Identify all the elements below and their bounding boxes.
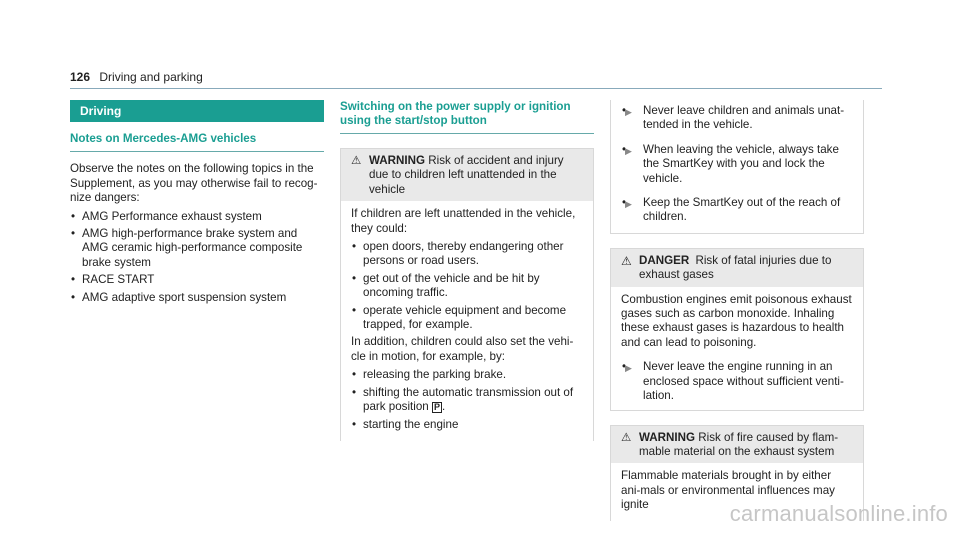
list-item: • get out of the vehicle and be hit by oncoming traffic.	[351, 272, 583, 301]
warning-title: Risk of fire caused by flam-mable material on the exhaust system	[639, 430, 839, 458]
list-item: • RACE START	[70, 273, 324, 287]
warning-header	[341, 149, 593, 201]
warning-text: If children are left unattended in the vehicle, they could:	[351, 207, 576, 235]
list-item: • shifting the automatic transmission out of park position P .	[351, 386, 583, 415]
action-list	[621, 104, 853, 225]
header-divider	[70, 88, 882, 89]
danger-body	[611, 287, 863, 410]
section-bar: Driving	[70, 100, 324, 122]
warning-continuation	[610, 100, 864, 234]
list-item: • AMG Performance exhaust system	[70, 210, 324, 224]
topic-list	[70, 210, 324, 305]
list-item	[621, 143, 853, 186]
danger-header	[611, 249, 863, 287]
warning-label: WARNING	[369, 154, 426, 167]
list-item: • releasing the parking brake.	[351, 368, 583, 382]
action-text: Keep the SmartKey out of the reach of children.	[643, 196, 841, 224]
subheading-amg: Notes on Mercedes-AMG vehicles	[70, 132, 324, 152]
warning-box-children	[340, 148, 594, 441]
warning-triangle-icon: ⚠	[621, 430, 632, 444]
danger-action-list	[621, 360, 853, 403]
danger-box-exhaust	[610, 248, 864, 411]
list-item: • AMG adaptive sport suspension system	[70, 291, 324, 305]
column-2	[340, 100, 594, 441]
warning-body	[341, 201, 593, 441]
list-item	[621, 196, 853, 225]
subheading-power: Switching on the power supply or ignition using the start/stop button	[340, 100, 594, 134]
page-header	[70, 70, 203, 84]
danger-label: DANGER	[639, 253, 690, 267]
list-item: • open doors, thereby endangering other persons or road users.	[351, 240, 583, 269]
action-text: Never leave children and animals unat-tended in the vehicle.	[643, 104, 845, 132]
arrow-right-icon: • ▶	[625, 199, 632, 210]
warning-header	[611, 426, 863, 464]
warning-label: WARNING	[639, 430, 696, 444]
danger-title: Risk of fatal injuries due to exhaust gases	[639, 253, 832, 282]
section-title: Driving and parking	[99, 70, 203, 84]
arrow-right-icon: • ▶	[625, 363, 632, 374]
warning-title: Risk of accident and injury due to children left unattended in the vehicle	[369, 154, 564, 196]
action-text: When leaving the vehicle, always take the SmartKey with you and lock the vehicle.	[643, 142, 839, 185]
warning-text: Flammable materials brought in by either ani-mals or environmental influences may ignite	[621, 469, 835, 512]
intro-text: Observe the notes on the following topics in the Supplement, as you may otherwise fail to recog-nize dangers:	[70, 162, 318, 205]
warning-triangle-icon: ⚠	[351, 154, 362, 167]
list-item	[621, 360, 853, 403]
list-item: • operate vehicle equipment and become trapped, for example.	[351, 304, 583, 333]
warning-text: In addition, children could also set the vehi-cle in motion, for example, by:	[351, 335, 574, 363]
arrow-right-icon: • ▶	[625, 107, 632, 117]
watermark: carmanualsonline.info	[729, 501, 948, 526]
action-text: Never leave the engine running in an enclosed space without sufficient venti-lation.	[643, 360, 844, 403]
danger-text: Combustion engines emit poisonous exhaust gases such as carbon monoxide. Inhaling these exhaust gases is hazardous to health and can lead to poisoning.	[621, 292, 852, 349]
list-item	[621, 104, 853, 133]
park-position-icon: P	[433, 402, 440, 413]
list-item-text: shifting the automatic transmission out of park position	[363, 385, 574, 414]
warning-list-2	[351, 368, 583, 432]
list-item: • starting the engine	[351, 418, 583, 432]
arrow-right-icon: • ▶	[625, 145, 632, 156]
page-number: 126	[70, 70, 91, 84]
warning-list-1	[351, 240, 583, 332]
warning-triangle-icon: ⚠	[621, 253, 632, 268]
column-1	[70, 100, 324, 308]
list-item: • AMG high-performance brake system and AMG ceramic high-performance composite brake system	[70, 227, 324, 270]
column-3	[610, 100, 864, 521]
